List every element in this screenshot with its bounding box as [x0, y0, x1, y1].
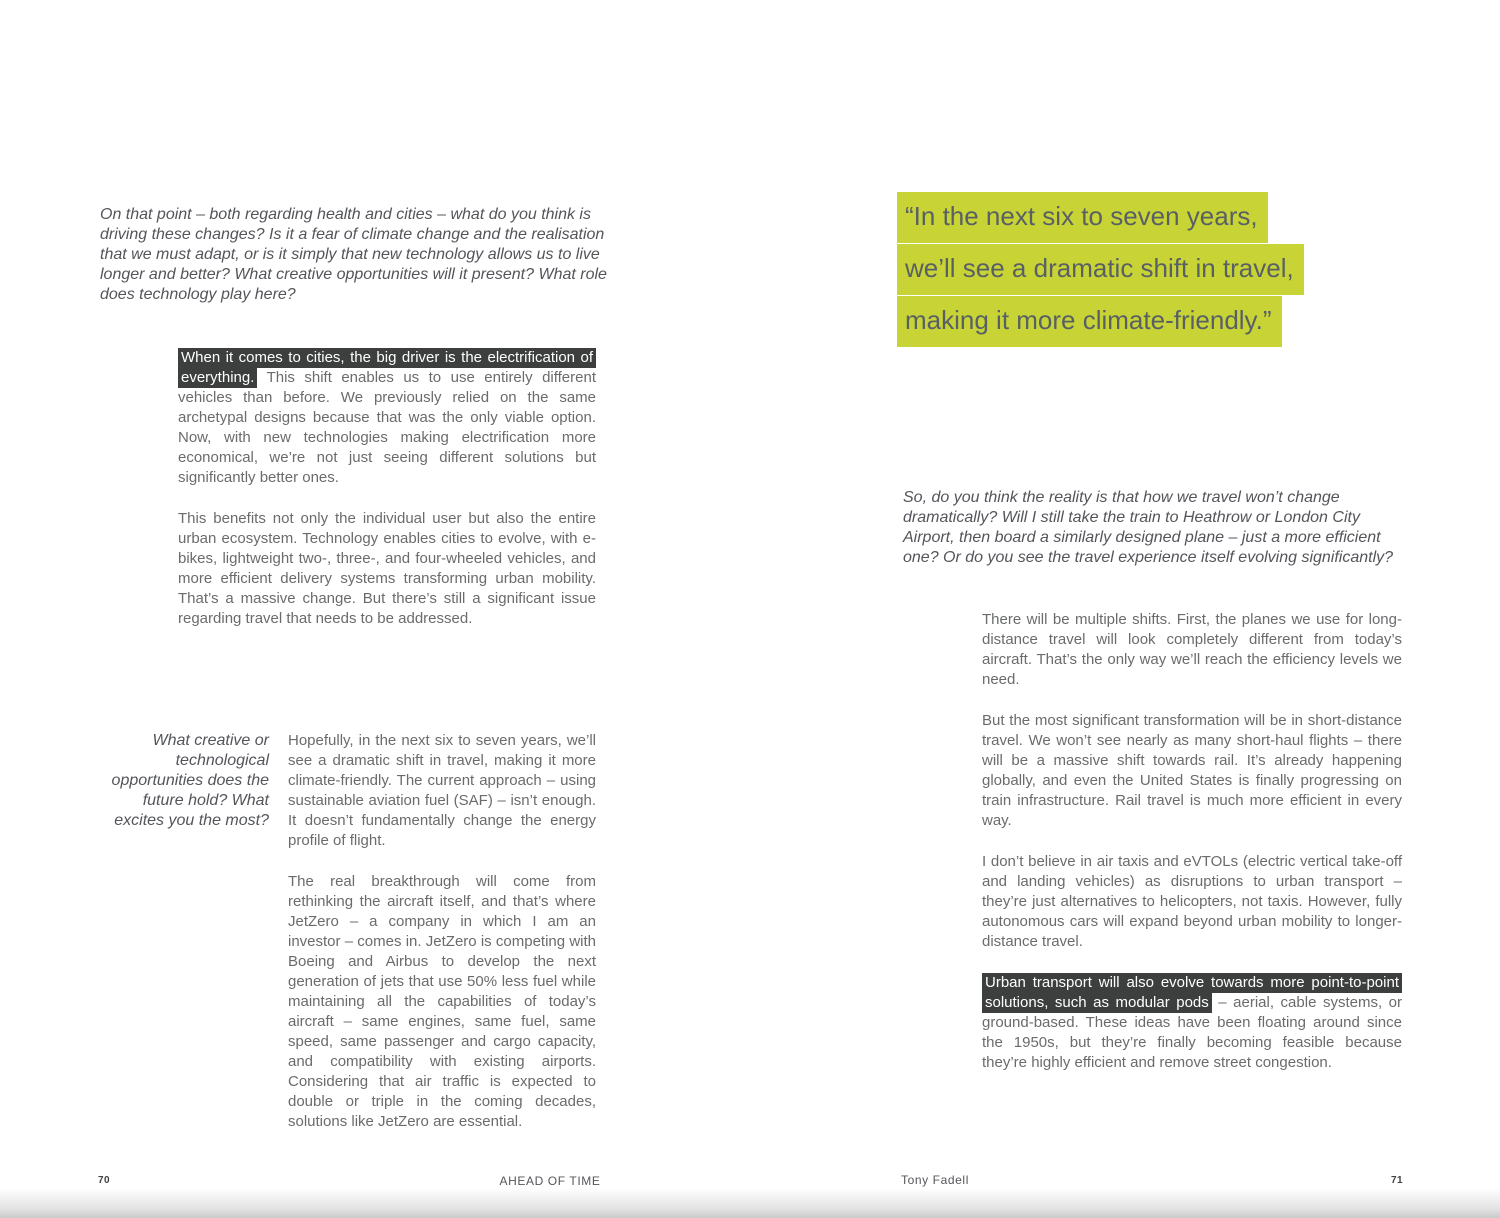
answer-paragraph: There will be multiple shifts. First, the planes we use for long-distance travel will look completely different from today’s aircraft. That’s the only way we’ll reach the efficiency levels we need. [982, 611, 1402, 688]
answer-paragraph: The real breakthrough will come from rethinking the aircraft itself, and that’s where JetZero – a company in which I am an investor – comes in. JetZero is competing with Boeing and Airbus to develop the next generation of jets that use 50% less fuel while maintaining all the capabilities of today’s aircraft – same engines, same fuel, same speed, same passenger and cargo capacity, and compatibility with existing airports. Considering that air traffic is expected to double or triple in the coming decades, solutions like JetZero are essential. [288, 873, 596, 1130]
interviewer-question-side-left: What creative or technological opportunities does the future hold? What excites you the most? [111, 732, 269, 829]
answer-block-electrification [178, 348, 596, 629]
running-header-book-title: AHEAD OF TIME [499, 1174, 601, 1188]
answer-block-multiple-shifts [982, 610, 1402, 1073]
interviewer-question-top-left: On that point – both regarding health and cities – what do you think is driving these changes? Is it a fear of climate change and the realisation that we must adapt, or is it simply that new technology allows us to live longer and better? What creative opportunities will it present? What role does technology play here? [100, 206, 607, 303]
answer-text: – aerial, cable systems, or ground-based. These ideas have been floating around since the 1950s, but they’re finally becoming feasible because they’re highly efficient and remove street congestion. [982, 994, 1402, 1071]
answer-paragraph: Hopefully, in the next six to seven years, we’ll see a dramatic shift in travel, making it more climate-friendly. The current approach – using sustainable aviation fuel (SAF) – isn’t enough. It doesn’t fundamentally change the energy profile of flight. [288, 732, 596, 849]
pull-quote-line: we’ll see a dramatic shift in travel, [897, 244, 1304, 295]
pull-quote [897, 192, 1304, 348]
page-number-left: 70 [98, 1175, 111, 1186]
running-footer-interviewee-name: Tony Fadell [901, 1173, 969, 1187]
answer-paragraph: I don’t believe in air taxis and eVTOLs (electric vertical take-off and landing vehicles) as disruptions to urban transport – they’re just alternatives to helicopters, not taxis. However, fully autonomous cars will expand beyond urban mobility to longer-distance travel. [982, 853, 1402, 950]
answer-text: This shift enables us to use entirely different vehicles than before. We previously relied on the same archetypal designs because that was the only viable option. Now, with new technologies making electrification more economical, we’re not just seeing different solutions but significantly better ones. [178, 369, 596, 486]
page-number-right: 71 [1391, 1175, 1404, 1186]
interviewer-question-right: So, do you think the reality is that how we travel won’t change dramatically? Will I still take the train to Heathrow or London City Airport, then board a similarly designed plane – just a more efficient one? Or do you see the travel experience itself evolving significantly? [903, 489, 1394, 566]
dark-highlighted-sentence: Urban transport will also evolve towards more point-to-point solutions, such as modular pods [982, 973, 1402, 1013]
dark-highlighted-sentence: When it comes to cities, the big driver is the electrification of everything. [178, 348, 596, 388]
answer-paragraph: This benefits not only the individual user but also the entire urban ecosystem. Technology enables cities to evolve, with e-bikes, lightweight two-, three-, and four-wheeled vehicles, and more efficient delivery systems transforming urban mobility. That’s a massive change. But there’s still a significant issue regarding travel that needs to be addressed. [178, 510, 596, 627]
pull-quote-line: making it more climate-friendly.” [897, 296, 1304, 347]
answer-block-travel-shift [288, 731, 596, 1132]
answer-paragraph [982, 973, 1402, 1073]
answer-paragraph [178, 348, 596, 488]
pull-quote-line: “In the next six to seven years, [897, 192, 1304, 243]
answer-paragraph: But the most significant transformation will be in short-distance travel. We won’t see nearly as many short-haul flights – there will be a massive shift towards rail. It’s already happening globally, and even the United States is finally progressing on train infrastructure. Rail travel is much more efficient in every way. [982, 712, 1402, 829]
page-bottom-shadow [0, 1188, 1500, 1218]
